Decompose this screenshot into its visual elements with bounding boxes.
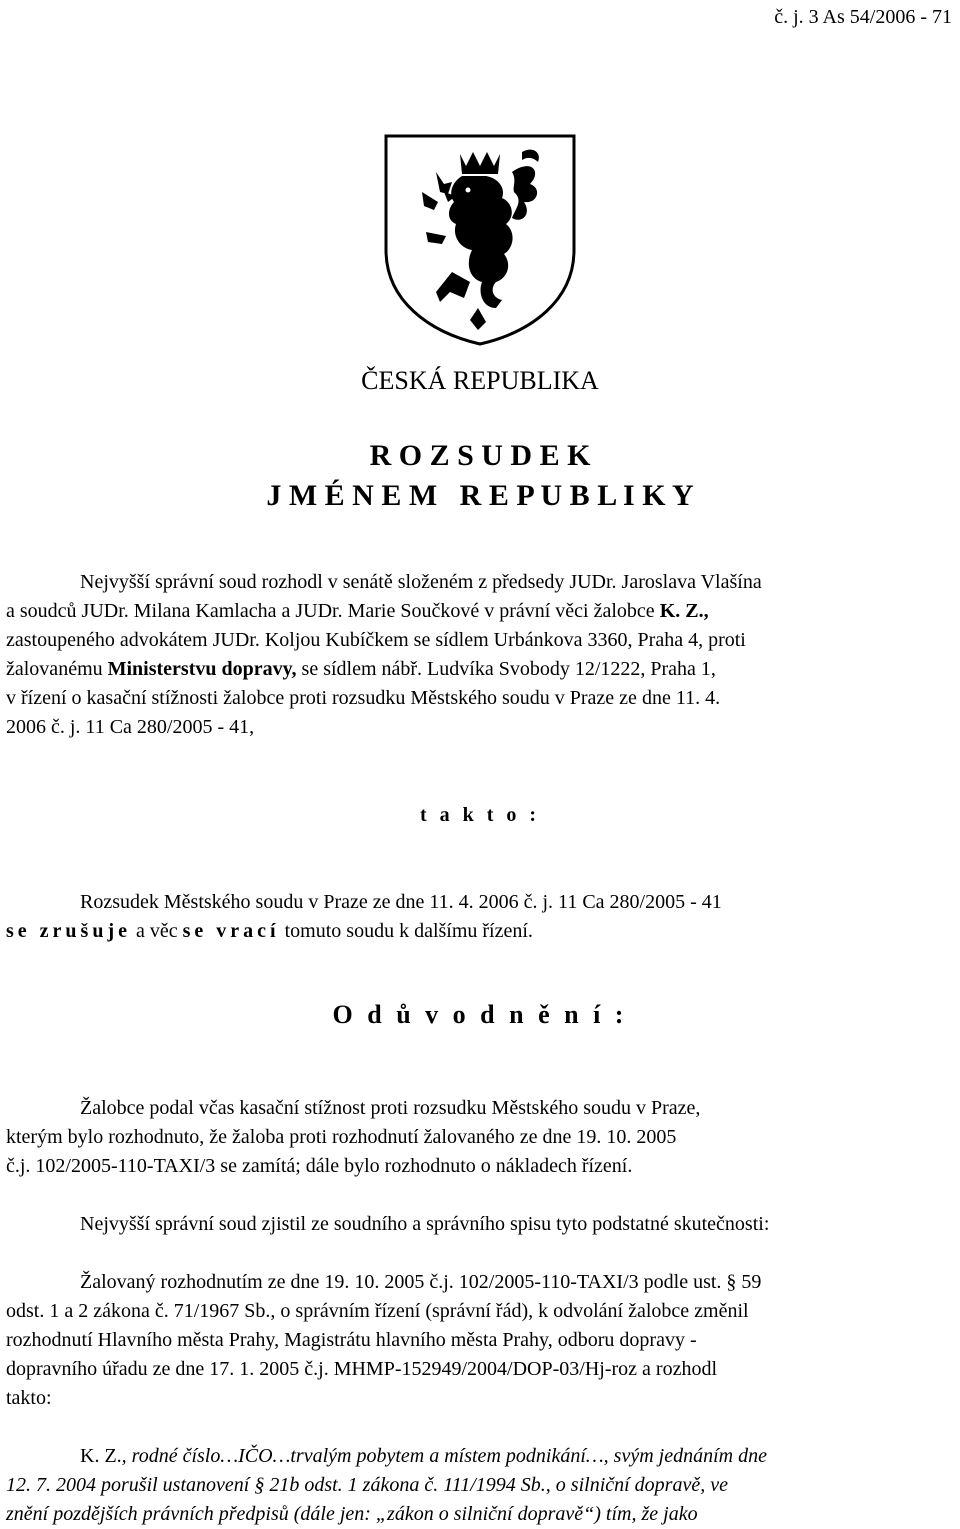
intro-paragraph [6,568,953,742]
verdict-title [0,436,960,516]
intro-line-5: v řízení o kasační stížnosti žalobce proti rozsudku Městského soudu v Praze ze dne 11. 4. [6,687,721,709]
p3-line-2: odst. 1 a 2 zákona č. 71/1967 Sb., o správním řízení (správní řád), k odvolání žalobce změnil [6,1300,749,1322]
country-name: ČESKÁ REPUBLIKA [361,366,599,395]
takto-heading: t a k t o : [419,804,541,826]
p1-line-2: kterým bylo rozhodnuto, že žaloba proti rozhodnutí žalovaného ze dne 19. 10. 2005 [6,1126,677,1148]
ruling-line-2 [6,917,953,946]
p2-line-1: Nejvyšší správní soud zjistil ze soudního a správního spisu tyto podstatné skutečnosti: [80,1213,770,1235]
case-reference: č. j. 3 As 54/2006 - 71 [774,6,952,28]
intro-line-4-text: žalovanému [6,658,108,680]
ruling-annul: se zrušuje [6,920,131,942]
p3-line-1: Žalovaný rozhodnutím ze dne 19. 10. 2005 č.j. 102/2005-110-TAXI/3 podle ust. § 59 [80,1271,762,1293]
ruling-line-1: Rozsudek Městského soudu v Praze ze dne 11. 4. 2006 č. j. 11 Ca 280/2005 - 41 [80,891,722,913]
reasoning-paragraph-4 [6,1442,953,1529]
p3-line-3: rozhodnutí Hlavního města Prahy, Magistrátu hlavního města Prahy, odboru dopravy - [6,1329,697,1351]
intro-line-4-rest: se sídlem nábř. Ludvíka Svobody 12/1222, Praha 1, [296,658,716,680]
intro-line-4 [6,655,953,684]
p4-line-3: znění pozdějších právních předpisů (dále jen: „zákon o silniční dopravě“) tím, že jako [6,1503,698,1525]
p4-plaintiff-name: K. Z. [80,1445,122,1467]
intro-line-2-text: a soudců JUDr. Milana Kamlacha a JUDr. Marie Součkové v právní věci žalobce [6,600,660,622]
intro-line-6: 2006 č. j. 11 Ca 280/2005 - 41, [6,716,255,738]
intro-line-1: Nejvyšší správní soud rozhodl v senátě složeném z předsedy JUDr. Jaroslava Vlašína [80,571,762,593]
intro-line-3: zastoupeného advokátem JUDr. Koljou Kubíčkem se sídlem Urbánkova 3360, Praha 4, proti [6,629,746,651]
p3-line-4: dopravního úřadu ze dne 17. 1. 2005 č.j. MHMP-152949/2004/DOP-03/Hj-roz a rozhodl [6,1358,717,1380]
p3-line-5: takto: [6,1387,52,1409]
plaintiff-name: K. Z. [659,600,704,622]
reasoning-paragraph-1 [6,1094,953,1181]
p4-line-2: 12. 7. 2004 porušil ustanovení § 21b odst. 1 zákona č. 111/1994 Sb., o silniční dopravě, ve [6,1474,728,1496]
p1-line-1: Žalobce podal včas kasační stížnost proti rozsudku Městského soudu v Praze, [80,1097,701,1119]
p4-line-1-text: , rodné číslo…IČO…trvalým pobytem a místem podnikání…, svým jednáním dne [121,1445,767,1467]
reasoning-heading: O d ů v o d n ě n í : [332,1000,628,1029]
defendant-name: Ministerstvu dopravy, [107,658,297,680]
czech-lion-coat-of-arms-icon [382,132,578,348]
intro-line-2 [6,597,953,626]
p1-line-3: č.j. 102/2005-110-TAXI/3 se zamítá; dále bylo rozhodnuto o nákladech řízení. [6,1155,633,1177]
ruling-connector: a věc [130,920,183,942]
reasoning-paragraph-3 [6,1268,953,1413]
ruling-return: se vrací [182,920,280,942]
verdict-title-line2: J M É N E M R E P U B L I K Y [266,479,694,512]
reasoning-paragraph-2 [6,1210,953,1239]
p4-line-1 [6,1442,953,1471]
ruling-paragraph [6,888,953,946]
ruling-tail: tomuto soudu k dalšímu řízení. [279,920,533,942]
verdict-title-line1: R O Z S U D E K [369,439,591,472]
plaintiff-comma: , [703,600,709,622]
